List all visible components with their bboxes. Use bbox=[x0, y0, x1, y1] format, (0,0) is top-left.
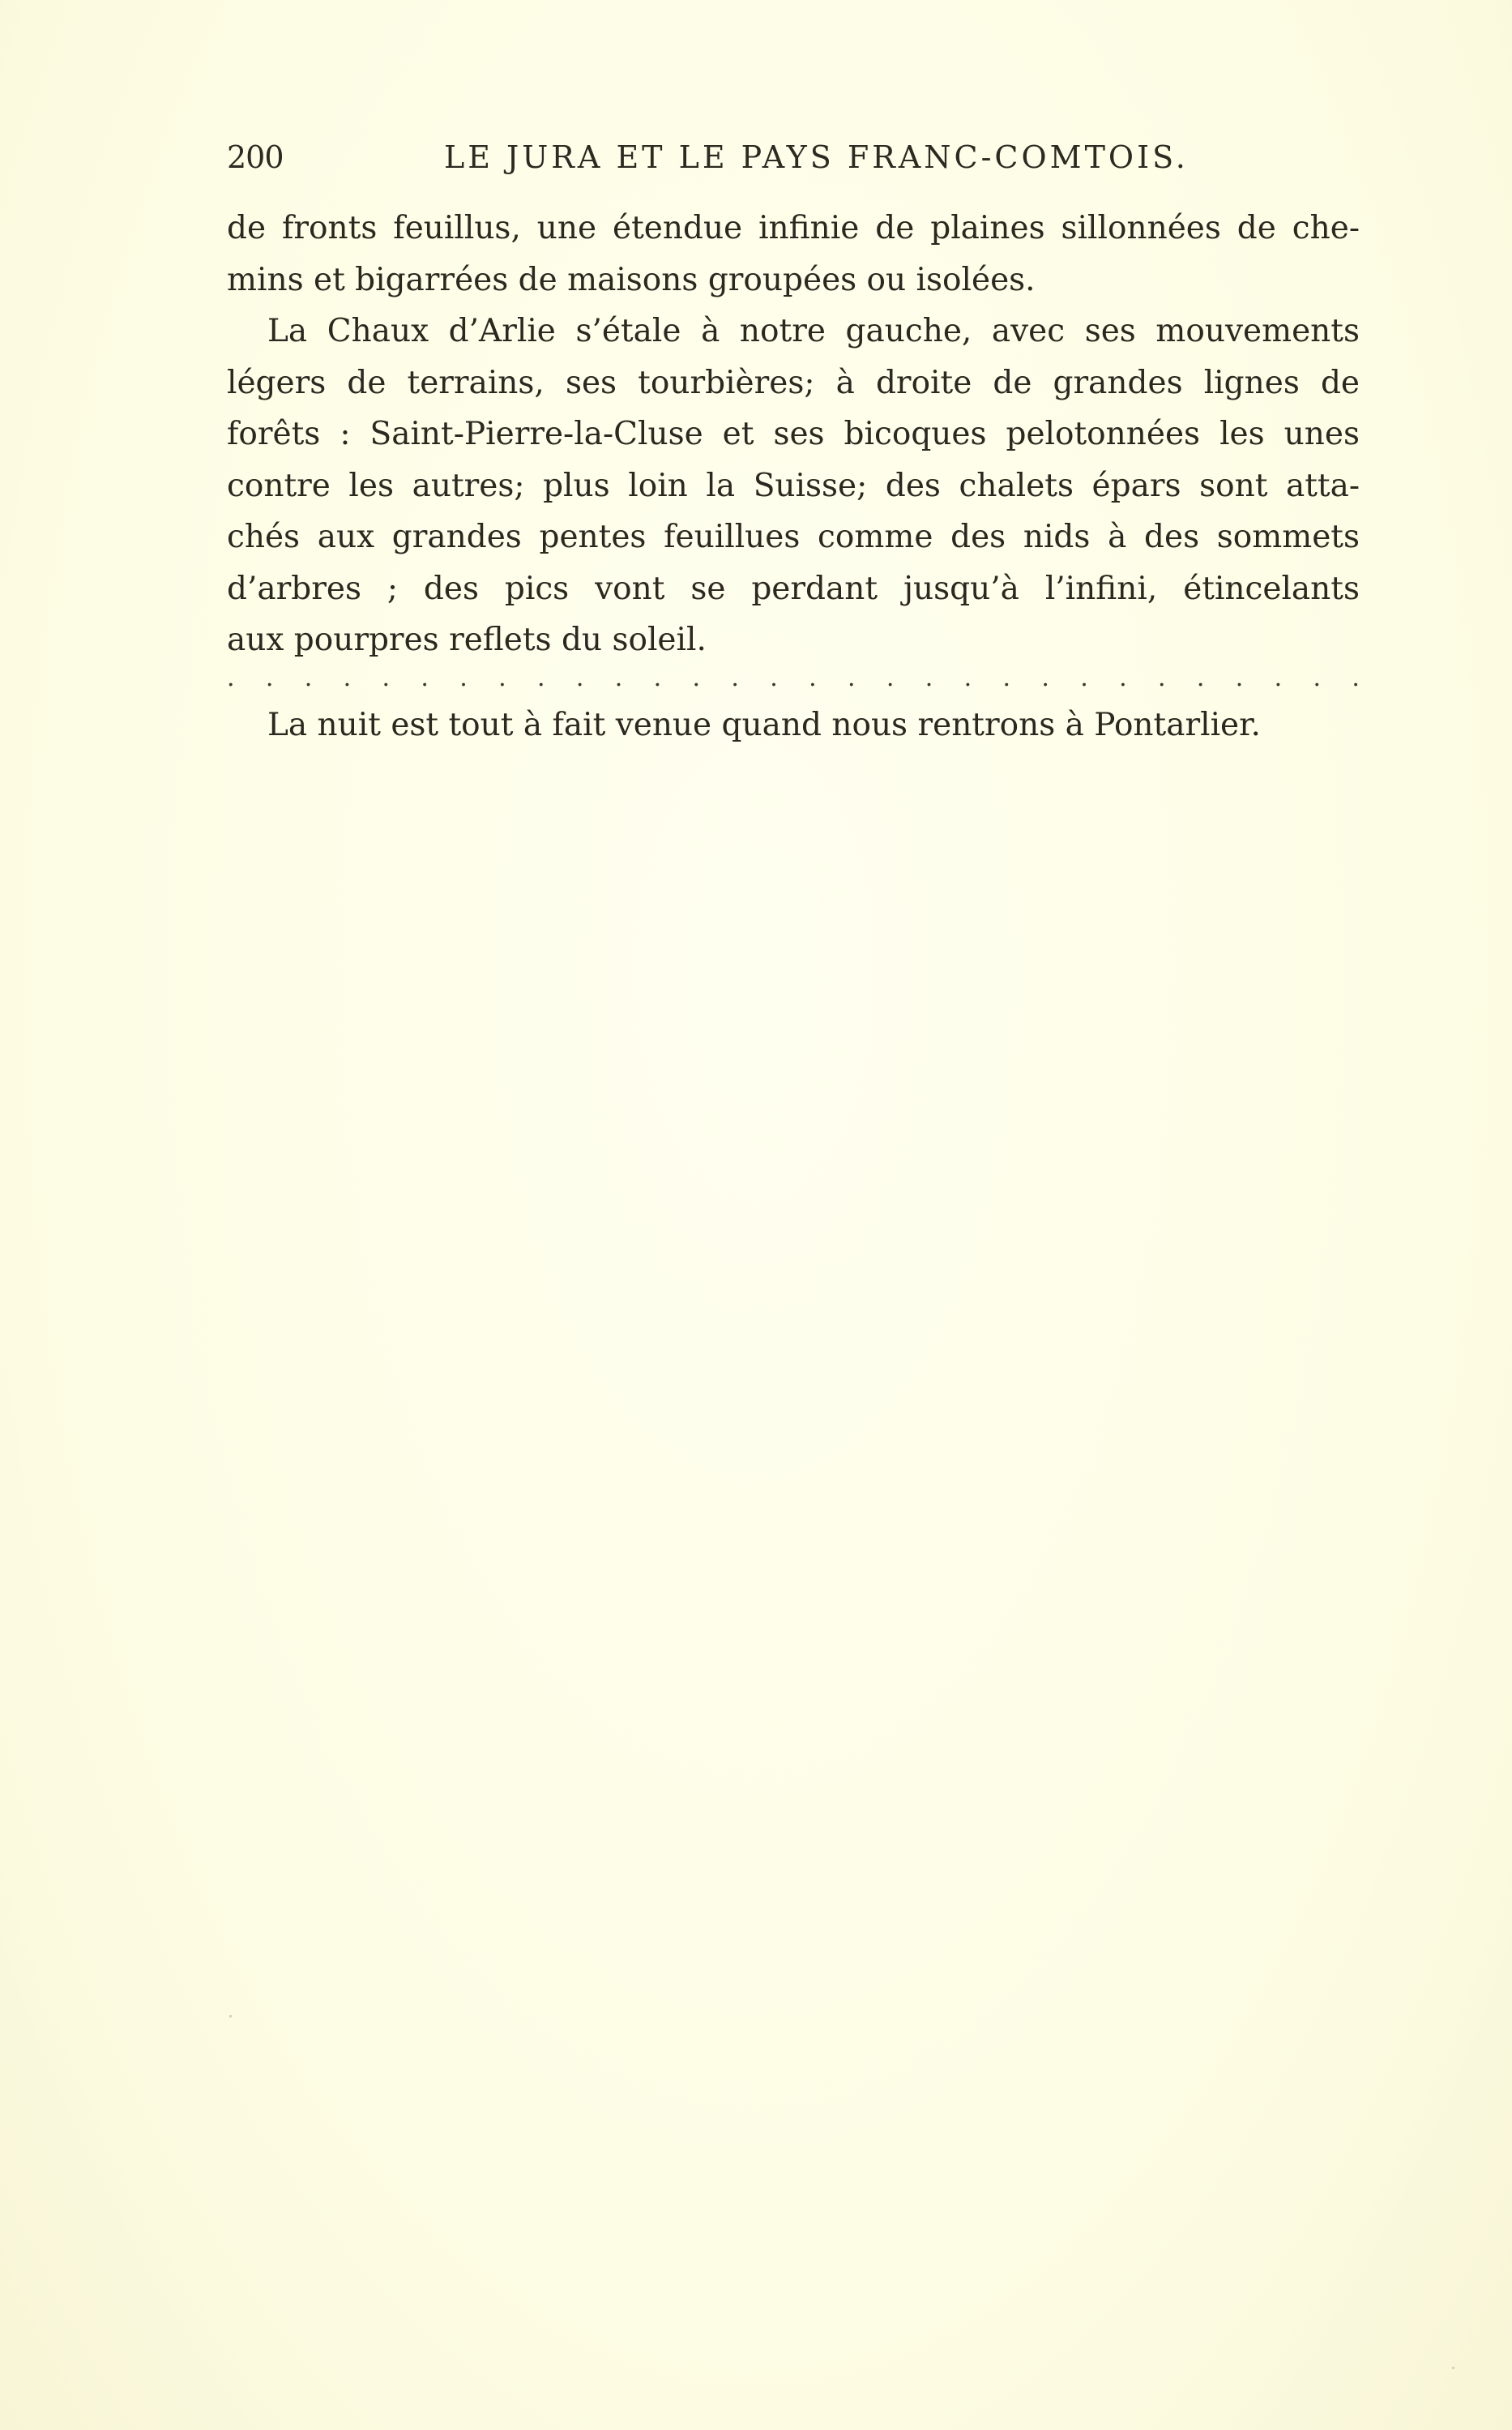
ellipsis-separator bbox=[227, 666, 1360, 691]
ellipsis-dot: . bbox=[227, 664, 235, 692]
body-text bbox=[227, 203, 1360, 666]
ellipsis-dot: . bbox=[809, 664, 817, 692]
ellipsis-dot: . bbox=[537, 664, 545, 692]
ellipsis-dot: . bbox=[1158, 664, 1166, 692]
paper-speck bbox=[1452, 2367, 1454, 2369]
ellipsis-dot: . bbox=[1002, 664, 1011, 692]
page-number: 200 bbox=[227, 139, 284, 175]
ellipsis-dot: . bbox=[343, 664, 352, 692]
ellipsis-dot: . bbox=[1080, 664, 1088, 692]
text-line: mins et bigarrées de maisons groupées ou isolées. bbox=[227, 261, 1036, 298]
running-title: LE JURA ET LE PAYS FRANC-COMTOIS. bbox=[444, 139, 1189, 175]
ellipsis-dot: . bbox=[382, 664, 391, 692]
ellipsis-dot: . bbox=[653, 664, 662, 692]
ellipsis-dot: . bbox=[1274, 664, 1283, 692]
ellipsis-dot: . bbox=[614, 664, 623, 692]
ellipsis-dot: . bbox=[1119, 664, 1127, 692]
ellipsis-dot: . bbox=[963, 664, 972, 692]
ellipsis-dot: . bbox=[265, 664, 274, 692]
ellipsis-dot: . bbox=[1352, 664, 1360, 692]
text-line: La Chaux d’Arlie s’étale à notre gauche, avec ses mouvements bbox=[267, 313, 1360, 349]
ellipsis-dot: . bbox=[1196, 664, 1205, 692]
ellipsis-dot: . bbox=[731, 664, 739, 692]
text-line: aux pourpres reflets du soleil. bbox=[227, 622, 707, 658]
text-line: de fronts feuillus, une étendue infinie de plaines sillonnées de che- bbox=[227, 210, 1360, 246]
running-head bbox=[227, 139, 1361, 182]
text-line: forêts : Saint-Pierre-la-Cluse et ses bicoques pelotonnées les unes bbox=[227, 416, 1360, 452]
ellipsis-dot: . bbox=[304, 664, 313, 692]
ellipsis-dot: . bbox=[421, 664, 429, 692]
ellipsis-dot: . bbox=[575, 664, 584, 692]
ellipsis-dot: . bbox=[848, 664, 856, 692]
ellipsis-dot: . bbox=[1235, 664, 1244, 692]
ellipsis-dot: . bbox=[925, 664, 933, 692]
ellipsis-dot: . bbox=[770, 664, 778, 692]
final-sentence: La nuit est tout à fait venue quand nous rentrons à Pontarlier. bbox=[267, 707, 1261, 743]
paper-speck bbox=[229, 2015, 232, 2017]
ellipsis-dot: . bbox=[886, 664, 895, 692]
ellipsis-dot: . bbox=[1313, 664, 1322, 692]
text-line: d’arbres ; des pics vont se perdant jusqu’à l’infini, étincelants bbox=[227, 570, 1360, 607]
ellipsis-dot: . bbox=[1041, 664, 1049, 692]
ellipsis-dot: . bbox=[692, 664, 701, 692]
ellipsis-dot: . bbox=[459, 664, 468, 692]
text-line: légers de terrains, ses tourbières; à droite de grandes lignes de bbox=[227, 364, 1360, 401]
ellipsis-dot: . bbox=[498, 664, 506, 692]
text-line: contre les autres; plus loin la Suisse; des chalets épars sont atta- bbox=[227, 467, 1360, 504]
text-line: chés aux grandes pentes feuillues comme des nids à des sommets bbox=[227, 519, 1360, 555]
